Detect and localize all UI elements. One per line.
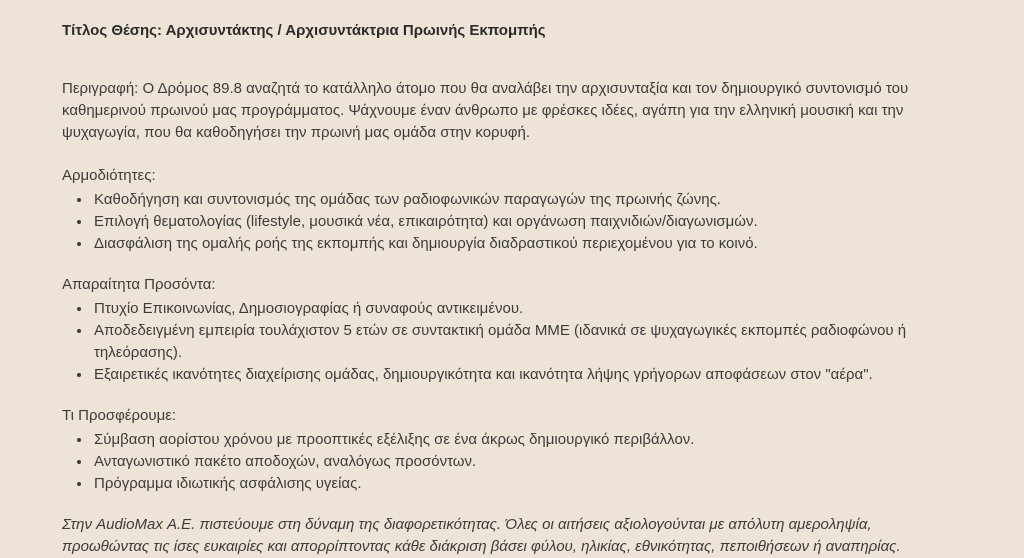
section-responsibilities <box>62 165 962 255</box>
list-item: • Αποδεδειγμένη εμπειρία τουλάχιστον 5 ετών σε συντακτική ομάδα ΜΜΕ (ιδανικά σε ψυχαγωγικές εκπομπές ραδιοφώνου ή τηλεόρασης). <box>92 320 962 364</box>
list-item: • Εξαιρετικές ικανότητες διαχείρισης ομάδας, δημιουργικότητα και ικανότητα λήψης γρήγορων αποφάσεων στον "αέρα". <box>92 364 962 386</box>
section-heading-offerings: Τι Προσφέρουμε: <box>62 407 177 424</box>
responsibilities-list <box>62 189 962 255</box>
section-offerings <box>62 405 962 495</box>
job-title: Τίτλος Θέσης: Αρχισυντάκτης / Αρχισυντάκτρια Πρωινής Εκπομπής <box>62 22 546 39</box>
list-item: • Ανταγωνιστικό πακέτο αποδοχών, αναλόγως προσόντων. <box>92 451 962 473</box>
list-item: • Σύμβαση αορίστου χρόνου με προοπτικές εξέλιξης σε ένα άκρως δημιουργικό περιβάλλον. <box>92 429 962 451</box>
job-description: Περιγραφή: Ο Δρόμος 89.8 αναζητά το κατάλληλο άτομο που θα αναλάβει την αρχισυνταξία και τον δημιουργικό συντονισμό του καθημερινού πρωινού μας προγράμματος. Ψάχνουμε έναν άνθρωπο με φρέσκες ιδέες, αγάπη για την ελληνική μουσική και την ψυχαγωγία, που θα καθοδηγήσει την πρωινή μας ομάδα στην κορυφή. <box>62 80 909 141</box>
eeo-statement: Στην AudioMax Α.Ε. πιστεύουμε στη δύναμη της διαφορετικότητας. Όλες οι αιτήσεις αξιολογούνται με απόλυτη αμεροληψία, προωθώντας τις ίσες ευκαιρίες και απορρίπτοντας κάθε διάκριση βάσει φύλου, ηλικίας, εθνικότητας, πεποιθήσεων ή αναπηρίας. <box>62 516 901 555</box>
list-item: • Διασφάλιση της ομαλής ροής της εκπομπής και δημιουργία διαδραστικού περιεχομένου για το κοινό. <box>92 233 962 255</box>
qualifications-list <box>62 298 962 386</box>
list-item: • Πτυχίο Επικοινωνίας, Δημοσιογραφίας ή συναφούς αντικειμένου. <box>92 298 962 320</box>
section-heading-qualifications: Απαραίτητα Προσόντα: <box>62 276 216 293</box>
offerings-list <box>62 429 962 495</box>
list-item: • Επιλογή θεματολογίας (lifestyle, μουσικά νέα, επικαιρότητα) και οργάνωση παιχνιδιών/διαγωνισμών. <box>92 211 962 233</box>
list-item: • Πρόγραμμα ιδιωτικής ασφάλισης υγείας. <box>92 473 962 495</box>
section-qualifications <box>62 274 962 386</box>
list-item: • Καθοδήγηση και συντονισμός της ομάδας των ραδιοφωνικών παραγωγών της πρωινής ζώνης. <box>92 189 962 211</box>
section-heading-responsibilities: Αρμοδιότητες: <box>62 167 156 184</box>
